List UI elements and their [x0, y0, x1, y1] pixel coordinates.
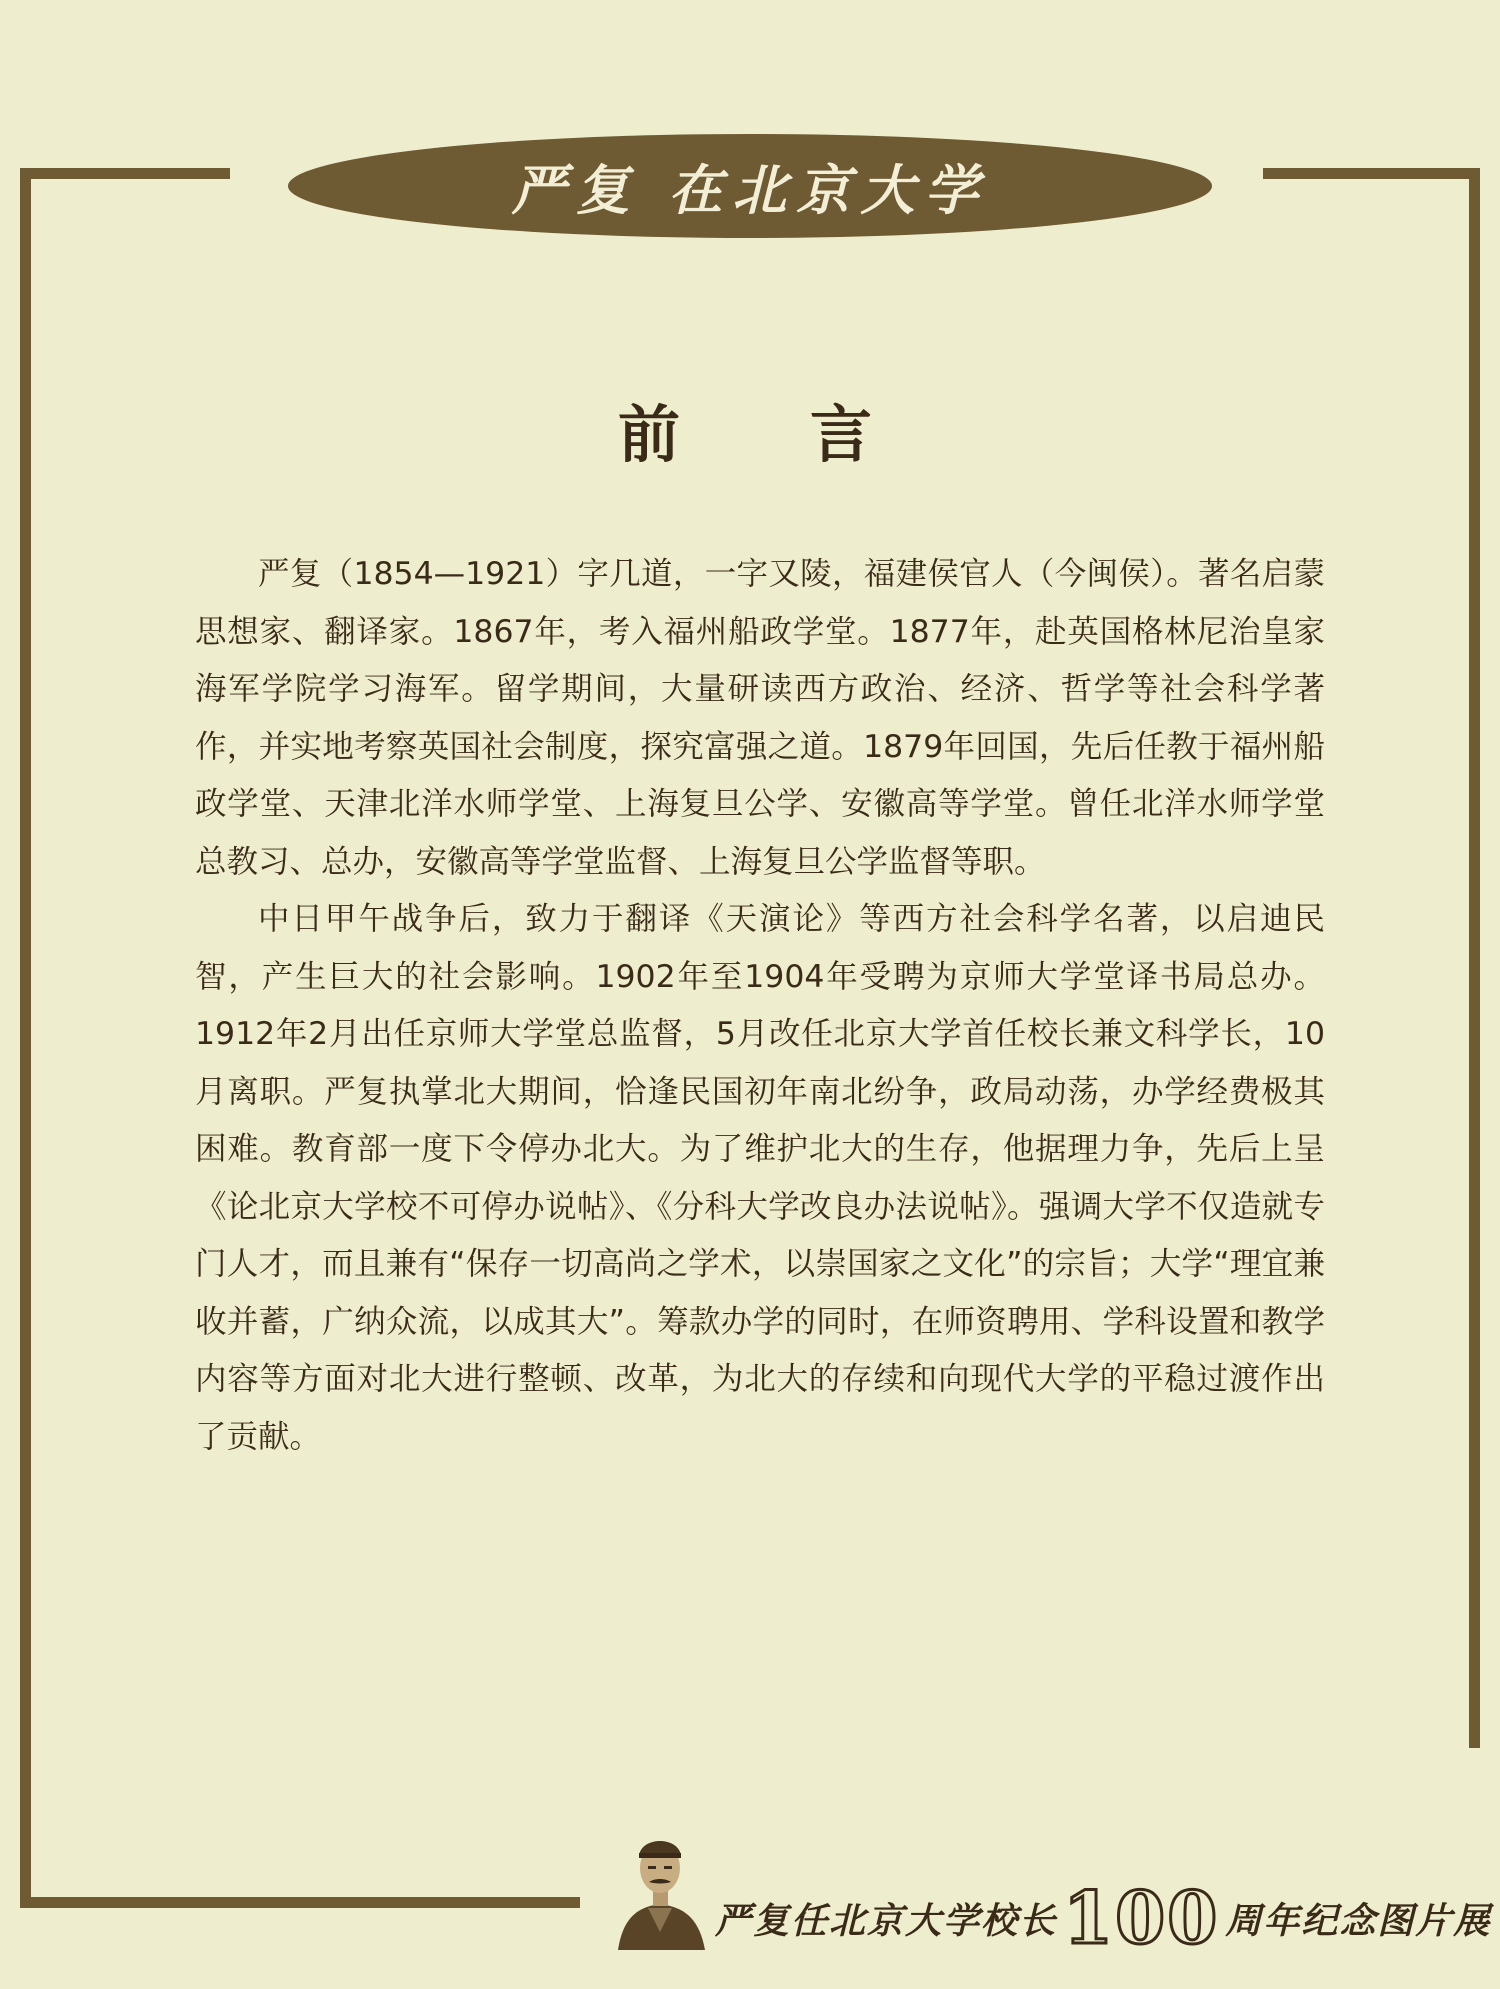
portrait-icon: [613, 1822, 708, 1950]
paragraph-1: 严复（1854—1921）字几道，一字又陵，福建侯官人（今闽侯）。著名启蒙思想家、翻译家。1867年，考入福州船政学堂。1877年，赴英国格林尼治皇家海军学院学习海军。留学期间，大量研读西方政治、经济、哲学等社会科学著作，并实地考察英国社会制度，探究富强之道。1879年回国，先后任教于福州船政学堂、天津北洋水师学堂、上海复旦公学、安徽高等学堂。曾任北洋水师学堂总教习、总办，安徽高等学堂监督、上海复旦公学监督等职。: [195, 556, 1325, 880]
heading-char-2: 言: [810, 398, 883, 471]
frame-bottom-line: [20, 1897, 580, 1908]
footer-anniversary-number: 100: [1063, 1875, 1220, 1960]
title-banner: [288, 134, 1212, 238]
footer-caption: [715, 1875, 1492, 1960]
frame-top-right-line: [1263, 168, 1480, 179]
paragraph-2: 中日甲午战争后，致力于翻译《天演论》等西方社会科学名著，以启迪民智，产生巨大的社会影响。1902年至1904年受聘为京师大学堂译书局总办。1912年2月出任京师大学堂总监督，5月改任北京大学首任校长兼文科学长，10月离职。严复执掌北大期间，恰逢民国初年南北纷争，政局动荡，办学经费极其困难。教育部一度下令停办北大。为了维护北大的生存，他据理力争，先后上呈《论北京大学校不可停办说帖》、《分科大学改良办法说帖》。强调大学不仅造就专门人才，而且兼有“保存一切高尚之学术，以崇国家之文化”的宗旨；大学“理宜兼收并蓄，广纳众流，以成其大”。筹款办学的同时，在师资聘用、学科设置和教学内容等方面对北大进行整顿、改革，为北大的存续和向现代大学的平稳过渡作出了贡献。: [195, 901, 1325, 1455]
page-heading: [0, 385, 1500, 474]
heading-char-1: 前: [617, 398, 690, 471]
frame-top-left-line: [20, 168, 230, 179]
preface-body: [195, 546, 1325, 1466]
footer-caption-left: 严复任北京大学校长: [715, 1899, 1058, 1942]
footer-caption-right: 周年纪念图片展: [1225, 1899, 1492, 1942]
banner-title: 严复 在北京大学: [511, 157, 989, 222]
